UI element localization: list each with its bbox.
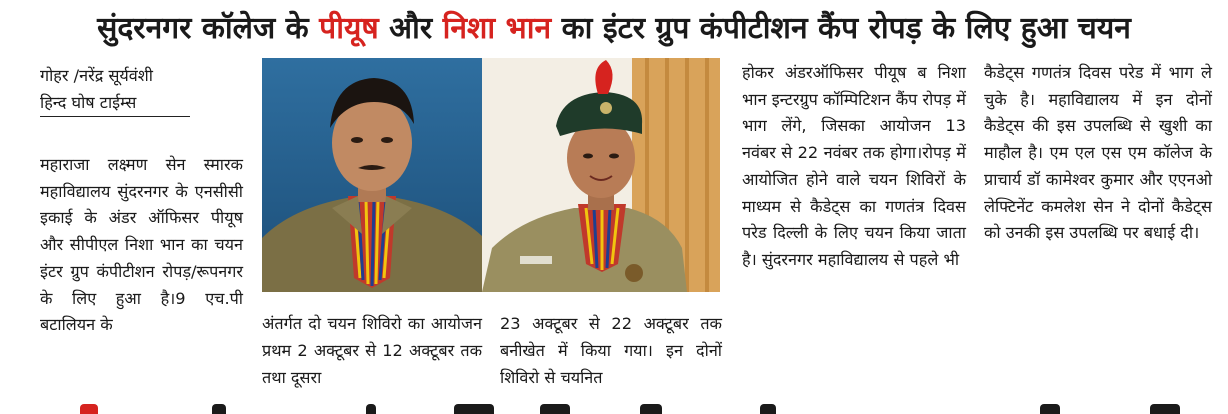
photo-piyush <box>262 58 482 292</box>
article-text-col5: कैडेट्स गणतंत्र दिवस परेड में भाग ले चुके है। महाविद्यालय में इन दोनों कैडेट्स की इस उपलब्धि से खुशी का माहौल है। एम एल एस एम कॉलेज के प्राचार्य डॉ कामेश्वर कुमार और एएनओ लेफ्टिनेंट कमलेश सेन ने दोनों कैडेट्स को उनकी इस उपलब्धि पर बधाई दी। <box>984 63 1212 243</box>
headline-part2: और <box>378 11 443 46</box>
headline-name-nisha: निशा भान <box>442 11 552 46</box>
article-text-col3: 23 अक्टूबर से 22 अक्टूबर तक बनीखेत में किया गया। इन दोनों शिविरो से चयनित <box>500 314 722 387</box>
article-column-2 <box>262 310 482 391</box>
next-headline-cutoff <box>0 404 1228 414</box>
portrait-male-cadet <box>262 58 482 292</box>
headline-name-piyush: पीयूष <box>319 11 379 46</box>
photo-nisha <box>482 58 720 292</box>
byline-author: गोहर /नरेंद्र सूर्यवंशी <box>40 66 153 85</box>
article-column-3 <box>500 310 722 391</box>
byline <box>40 62 240 117</box>
article-column-5 <box>984 60 1212 247</box>
article-column-4 <box>742 60 966 274</box>
article-column-1 <box>40 152 243 339</box>
headline-part1: सुंदरनगर कॉलेज के <box>97 11 320 46</box>
portrait-female-cadet <box>482 58 720 292</box>
article-text-col1: महाराजा लक्ष्मण सेन स्मारक महाविद्यालय सुंदरनगर के एनसीसी इकाई के अंडर ऑफिसर पीयूष और सीपीएल निशा भान का चयन इंटर ग्रुप कंपीटीशन रोपड़/रूपनगर के लिए हुआ है।9 एच.पी बटालियन के <box>40 155 243 335</box>
byline-paper: हिन्द घोष टाईम्स <box>40 89 190 117</box>
headline <box>0 0 1228 58</box>
article-text-col4: होकर अंडरऑफिसर पीयूष ब निशा भान इन्टरग्रुप कॉम्पिटिशन कैंप रोपड़ में भाग लेंगे, जिसका आयोजन 13 नवंबर से 22 नवंबर तक होगा।रोपड़ में आयोजित होने वाले चयन शिविरों के माध्यम से कैडेट्स का गणतंत्र दिवस परेड दिल्ली के लिए चयन किया जाता है। सुंदरनगर महाविद्यालय से पहले भी <box>742 63 966 269</box>
headline-part3: का इंटर ग्रुप कंपीटीशन कैंप रोपड़ के लिए हुआ चयन <box>551 11 1131 46</box>
article-text-col2: अंतर्गत दो चयन शिविरो का आयोजन प्रथम 2 अक्टूबर से 12 अक्टूबर तक तथा दूसरा <box>262 314 482 387</box>
